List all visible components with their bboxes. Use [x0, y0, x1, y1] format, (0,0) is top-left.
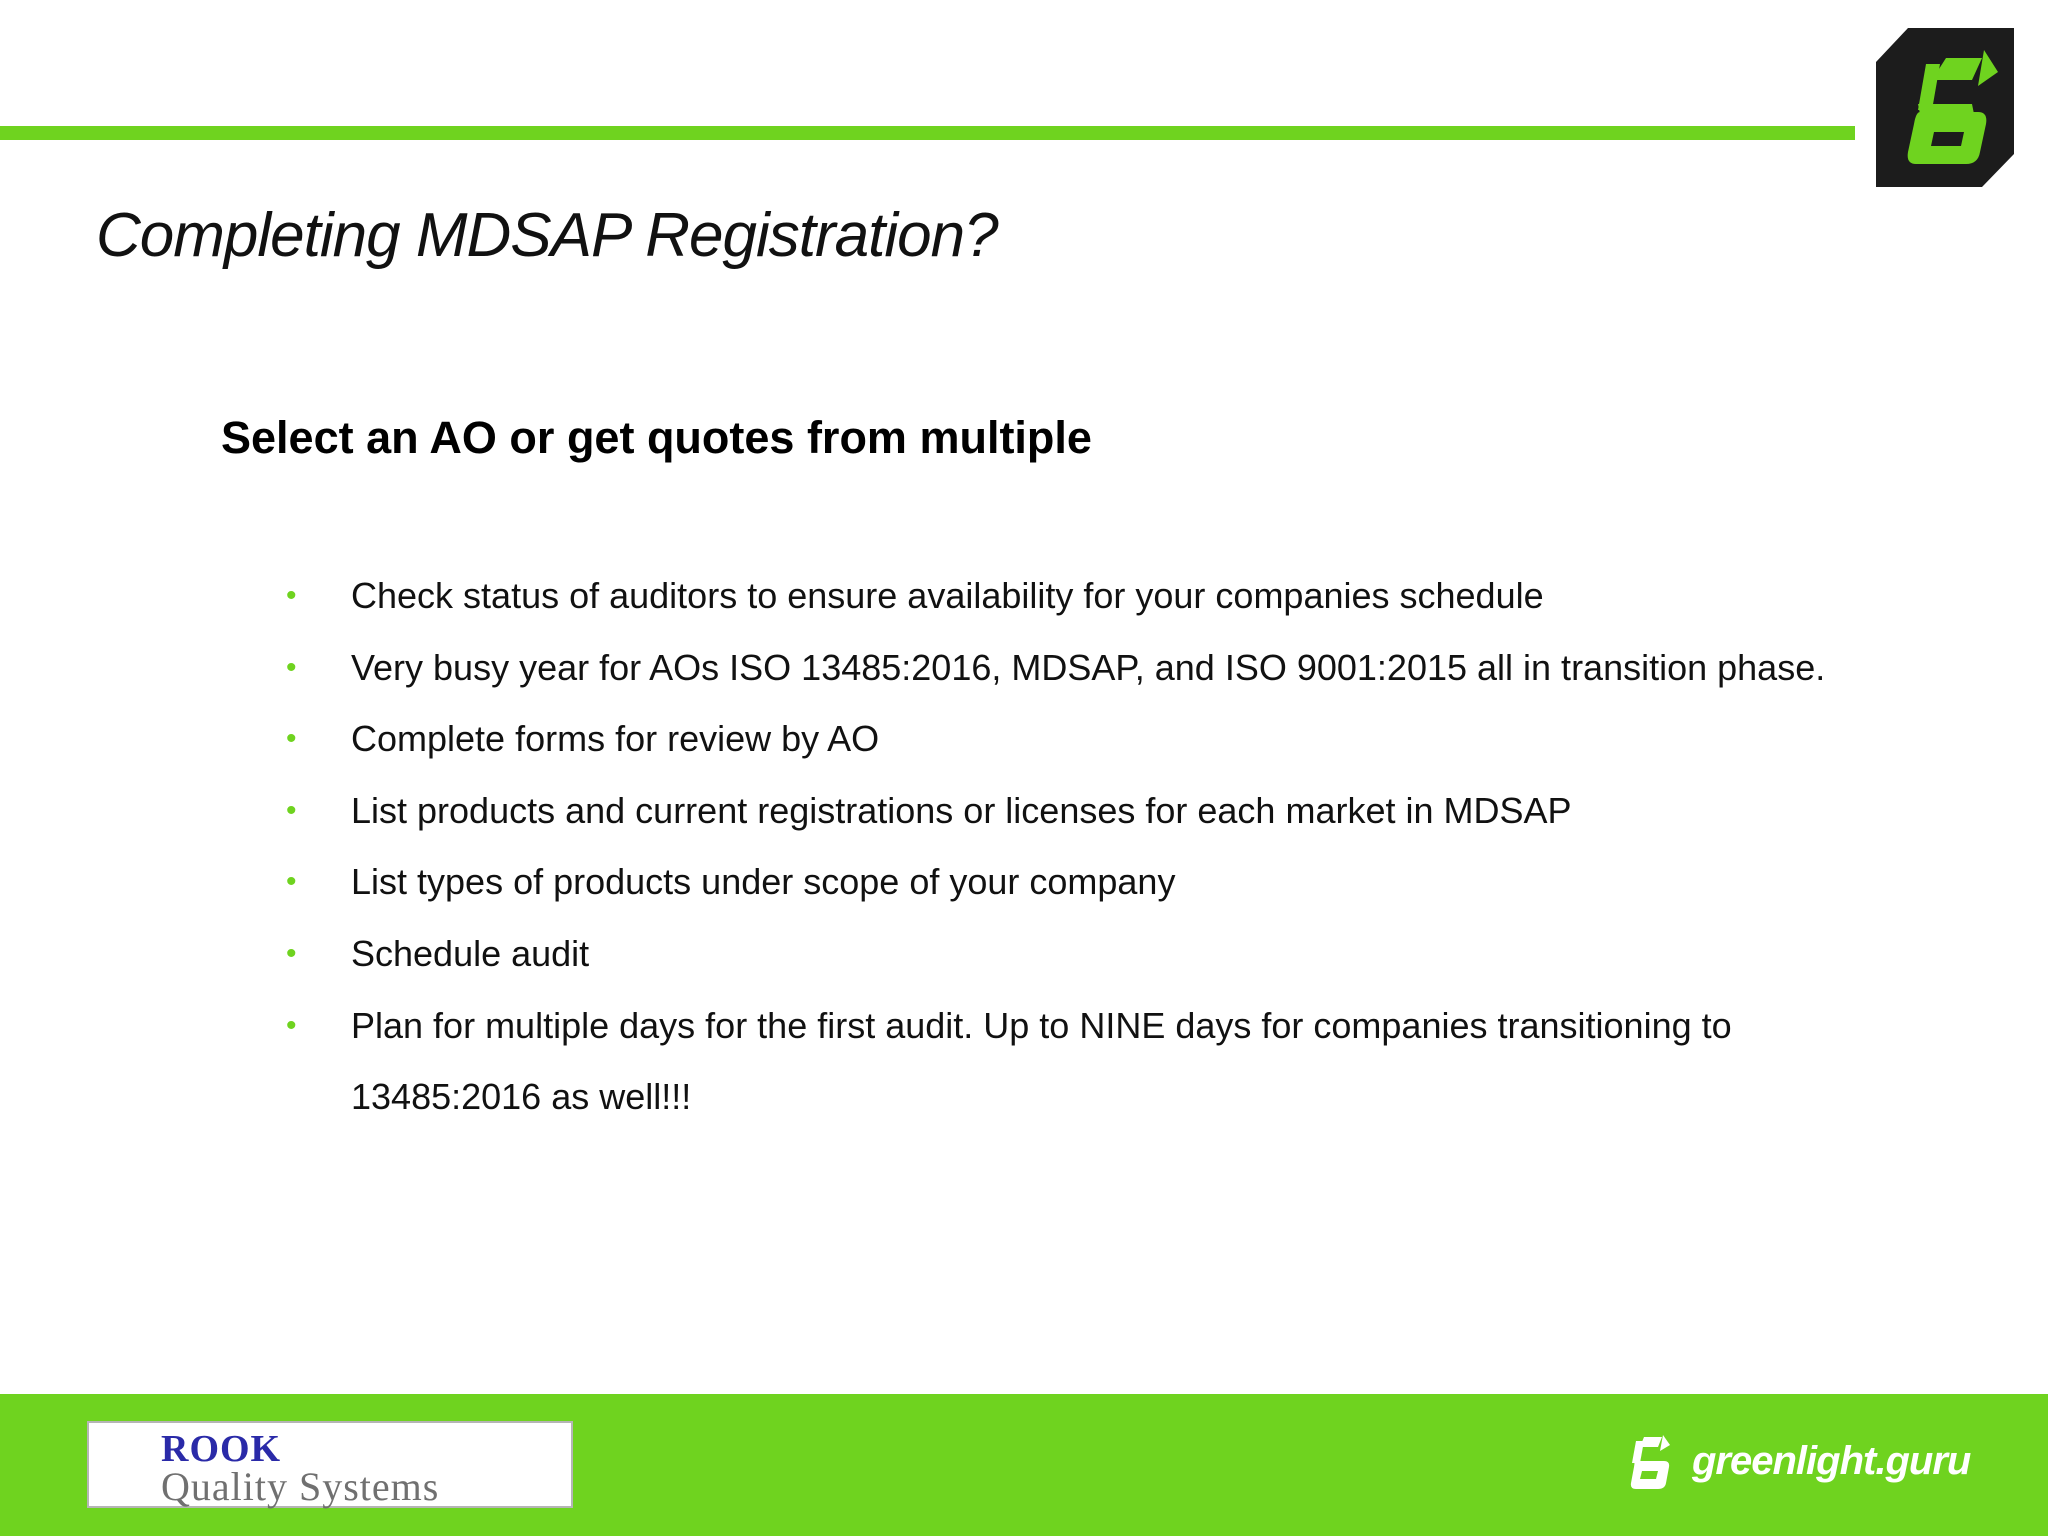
rook-logo-name: ROOK [161, 1428, 282, 1470]
bullet-text: Check status of auditors to ensure availability for your companies schedule [351, 575, 1544, 616]
bullet-icon: • [286, 793, 297, 827]
bullet-icon: • [286, 579, 297, 612]
section-heading: Select an AO or get quotes from multiple [221, 412, 1092, 463]
bullet-item [282, 918, 1842, 990]
bullet-item [282, 560, 1842, 632]
bullet-text: Schedule audit [351, 932, 590, 974]
bullet-item [282, 775, 1842, 847]
bullet-item [282, 846, 1842, 918]
rook-logo-tagline: Quality Systems [161, 1464, 440, 1509]
bullet-icon: • [286, 650, 297, 684]
greenlight-g-icon [1630, 1435, 1670, 1491]
bullet-icon: • [286, 1008, 297, 1042]
top-accent-rule [0, 126, 1855, 140]
bullet-item [282, 990, 1842, 1133]
greenlight-logo-icon [1876, 28, 2014, 187]
greenlight-guru-brand [1630, 1435, 1970, 1501]
bullet-text: Plan for multiple days for the first audit. Up to NINE days for companies transitioning to 13485:2016 as well!!! [351, 1004, 1732, 1118]
rook-quality-systems-logo [87, 1421, 573, 1508]
bullet-text: List types of products under scope of your company [351, 861, 1176, 903]
greenlight-guru-wordmark: greenlight.guru [1692, 1439, 1971, 1483]
bullet-icon: • [286, 865, 297, 899]
bullet-item [282, 703, 1842, 775]
bullet-text: Complete forms for review by AO [351, 718, 880, 760]
bullet-list [282, 560, 1842, 1133]
slide-title: Completing MDSAP Registration? [96, 201, 998, 270]
bullet-icon: • [286, 936, 297, 970]
bullet-text: Very busy year for AOs ISO 13485:2016, MDSAP, and ISO 9001:2015 all in transition phase. [351, 646, 1826, 688]
bullet-icon: • [286, 722, 297, 756]
bullet-text: List products and current registrations or licenses for each market in MDSAP [351, 789, 1572, 831]
bullet-item [282, 632, 1842, 704]
